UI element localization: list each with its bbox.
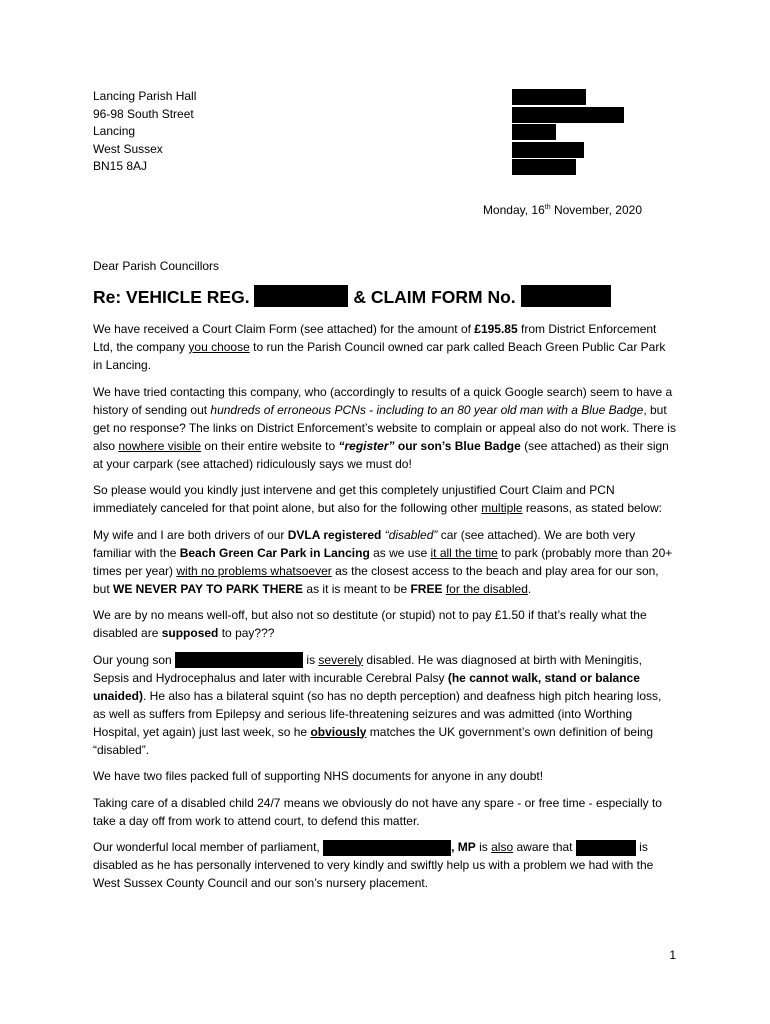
paragraph: We have received a Court Claim Form (see attached) for the amount of £195.85 from District Enforcement Ltd, the company you choose to run the Parish Council owned car park called Beach Green Public Car Park in Lancing.	[93, 322, 666, 372]
paragraph: Our wonderful local member of parliament, , MP is also aware that is disabled as he has personally intervened to very kindly and swiftly help us with a problem we had with the West Sussex County Council and our son’s nursery placement.	[93, 840, 654, 890]
redaction-bar	[323, 840, 451, 856]
letter-date: Monday, 16th November, 2020	[482, 203, 642, 217]
redaction-bar	[512, 89, 586, 105]
paragraph: My wife and I are both drivers of our DVLA registered “disabled” car (see attached). We are both very familiar with the Beach Green Car Park in Lancing as we use it all the time to park (probably more than 20+ times per year) with no problems whatsoever as the closest access to the beach and play area for our son, but WE NEVER PAY TO PARK THERE as it is meant to be FREE for the disabled.	[93, 527, 673, 596]
paragraph: So please would you kindly just intervene and get this completely unjustified Court Claim and PCN immediately canceled for that point alone, but also for the following other multiple reasons, as stated below:	[93, 483, 663, 515]
redaction-bar	[254, 285, 348, 307]
letter-body	[93, 320, 677, 901]
redaction-bar	[576, 840, 636, 856]
paragraph: We have two files packed full of supporting NHS documents for anyone in any doubt!	[93, 769, 544, 783]
redaction-bar	[512, 159, 576, 175]
address-line: West Sussex	[93, 141, 163, 156]
redaction-bar	[512, 124, 556, 140]
paragraph: Our young son is severely disabled. He was diagnosed at birth with Meningitis, Sepsis and Hydrocephalus and later with incurable Cerebral Palsy (he cannot walk, stand or balance unaided). He also has a bilateral squint (so has no depth perception) and deafness high pitch hearing loss, as well as suffers from Epilepsy and serious life-threatening seizures and was admitted (into Worthing Hospital, yet again) just last week, so he obviously matches the UK government’s own definition of being “disabled”.	[93, 652, 662, 757]
recipient-address	[93, 88, 196, 176]
paragraph: Taking care of a disabled child 24/7 means we obviously do not have any spare - or free time - especially to take a day off from work to attend court, to defend this matter.	[93, 795, 662, 828]
paragraph: We have tried contacting this company, who (accordingly to results of a quick Google search) seem to have a history of sending out hundreds of erroneous PCNs - including to an 80 year old man with a Blue Badge, but get no response? The links on District Enforcement’s website to complain or appeal also do not work. There is also nowhere visible on their entire website to “register” our son’s Blue Badge (see attached) as their sign at your carpark (see attached) ridiculously says we must do!	[93, 384, 676, 471]
salutation: Dear Parish Councillors	[93, 259, 220, 273]
page-number: 1	[669, 948, 676, 962]
redaction-bar	[175, 652, 303, 668]
address-line: Lancing	[93, 124, 136, 139]
address-line: 96-98 South Street	[93, 106, 194, 121]
paragraph: We are by no means well-off, but also not so destitute (or stupid) not to pay £1.50 if that’s really what the disabled are supposed to pay???	[93, 608, 647, 640]
redaction-bar	[512, 107, 624, 123]
letter-title: Re: VEHICLE REG. & CLAIM FORM No.	[93, 285, 611, 308]
address-line: BN15 8AJ	[93, 159, 148, 174]
redaction-bar	[521, 285, 611, 307]
address-line: Lancing Parish Hall	[93, 89, 197, 103]
redaction-bar	[512, 142, 584, 158]
